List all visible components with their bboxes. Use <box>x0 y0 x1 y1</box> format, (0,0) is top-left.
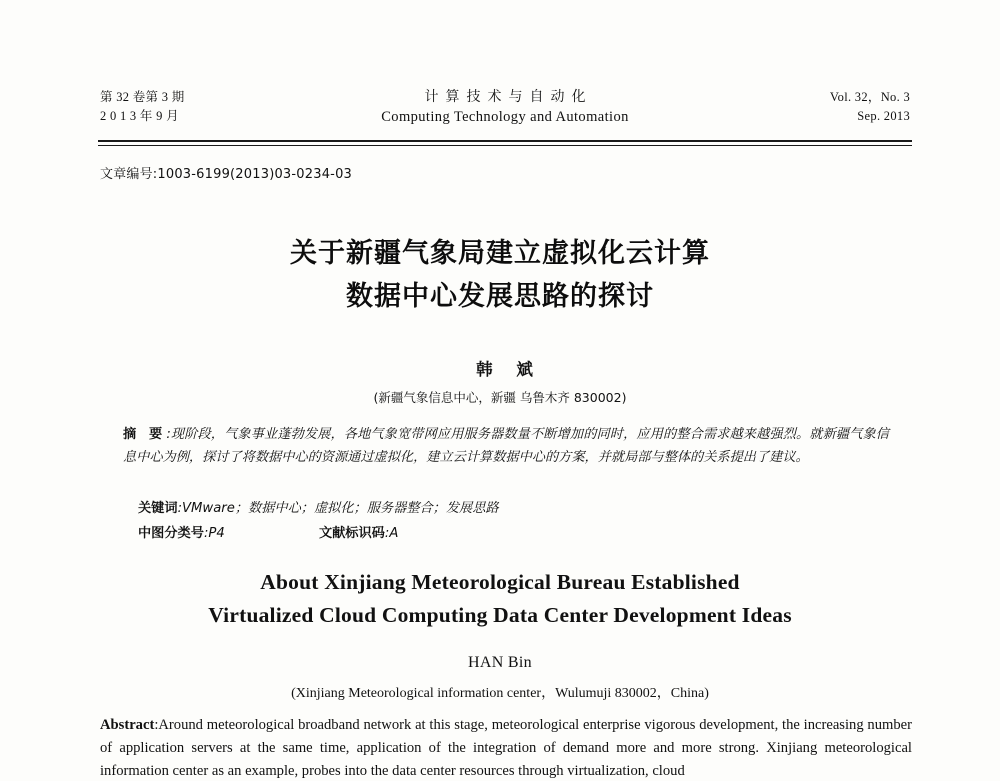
abstract-label-cn: 摘 要 <box>123 427 167 442</box>
keywords-cn <box>138 497 499 516</box>
author-cn: 韩 斌 <box>476 360 542 379</box>
page-title-cn-line1: 关于新疆气象局建立虚拟化云计算 <box>290 238 710 269</box>
author-en: HAN Bin <box>468 654 532 671</box>
affiliation-en: (Xinjiang Meteorological information center，Wulumuji 830002，China) <box>291 686 709 701</box>
volume-issue-cn <box>100 88 250 127</box>
abstract-colon-cn: : <box>166 427 171 442</box>
page-title-cn <box>0 232 1000 318</box>
keywords-colon-cn: : <box>177 501 183 516</box>
page-title-en-line1: About Xinjiang Meteorological Bureau Established <box>260 570 740 594</box>
volume-issue-en <box>760 88 910 127</box>
clc-value: P4 <box>208 526 225 541</box>
page-title-en-line2: Virtualized Cloud Computing Data Center Development Ideas <box>208 603 792 628</box>
abstract-en <box>100 714 912 783</box>
journal-title-cn: 计算技术与自动化 <box>424 89 593 105</box>
abstract-colon-en: : <box>154 717 159 733</box>
doc-id-value: A <box>389 526 399 541</box>
page-title-en <box>0 566 1000 633</box>
doc-id-colon: : <box>384 526 390 541</box>
volume-issue-line1: 第 32 卷第 3 期 <box>100 90 185 104</box>
classification-row <box>138 522 838 541</box>
abstract-label-en: Abstract <box>100 717 155 733</box>
issue-date-en: Sep. 2013 <box>857 109 910 124</box>
journal-title-block <box>250 86 760 126</box>
running-head <box>100 88 910 127</box>
affiliation-cn: (新疆气象信息中心，新疆 乌鲁木齐 830002) <box>373 390 627 405</box>
keywords-text-cn: VMware；数据中心；虚拟化；服务器整合；发展思路 <box>182 501 499 516</box>
journal-title-en: Computing Technology and Automation <box>381 109 629 125</box>
abstract-text-cn: 现阶段，气象事业蓬勃发展，各地气象宽带网应用服务器数量不断增加的同时，应用的整合需求越来越强烈。就新疆气象信息中心为例，探讨了将数据中心的资源通过虚拟化，建立云计算数据中心的方案，并就局部与整体的关系提出了建议。 <box>123 427 889 465</box>
abstract-text-en: Around meteorological broadband network at this stage, meteorological enterprise vigorous development, the increasing number of application servers at the same time, application of the integration of demand more and more strong. Xinjiang meteorological information center as an example, probes into the data center resources through virtualization, cloud <box>100 717 912 780</box>
clc-label-cn: 中图分类号 <box>138 526 204 541</box>
page-title-cn-line2: 数据中心发展思路的探讨 <box>346 281 654 313</box>
abstract-cn <box>123 424 889 469</box>
doc-id-group <box>319 526 398 541</box>
volume-issue-line1-en: Vol. 32，No. 3 <box>829 90 910 104</box>
article-number: 文章编号:1003-6199(2013)03-0234-03 <box>100 167 353 182</box>
keywords-label-cn: 关键词 <box>138 501 178 516</box>
issue-date-cn: 2 0 1 3 年 9 月 <box>100 109 179 124</box>
doc-id-label-cn: 文献标识码 <box>318 526 385 541</box>
header-divider <box>98 140 912 146</box>
clc-colon: : <box>203 526 209 541</box>
